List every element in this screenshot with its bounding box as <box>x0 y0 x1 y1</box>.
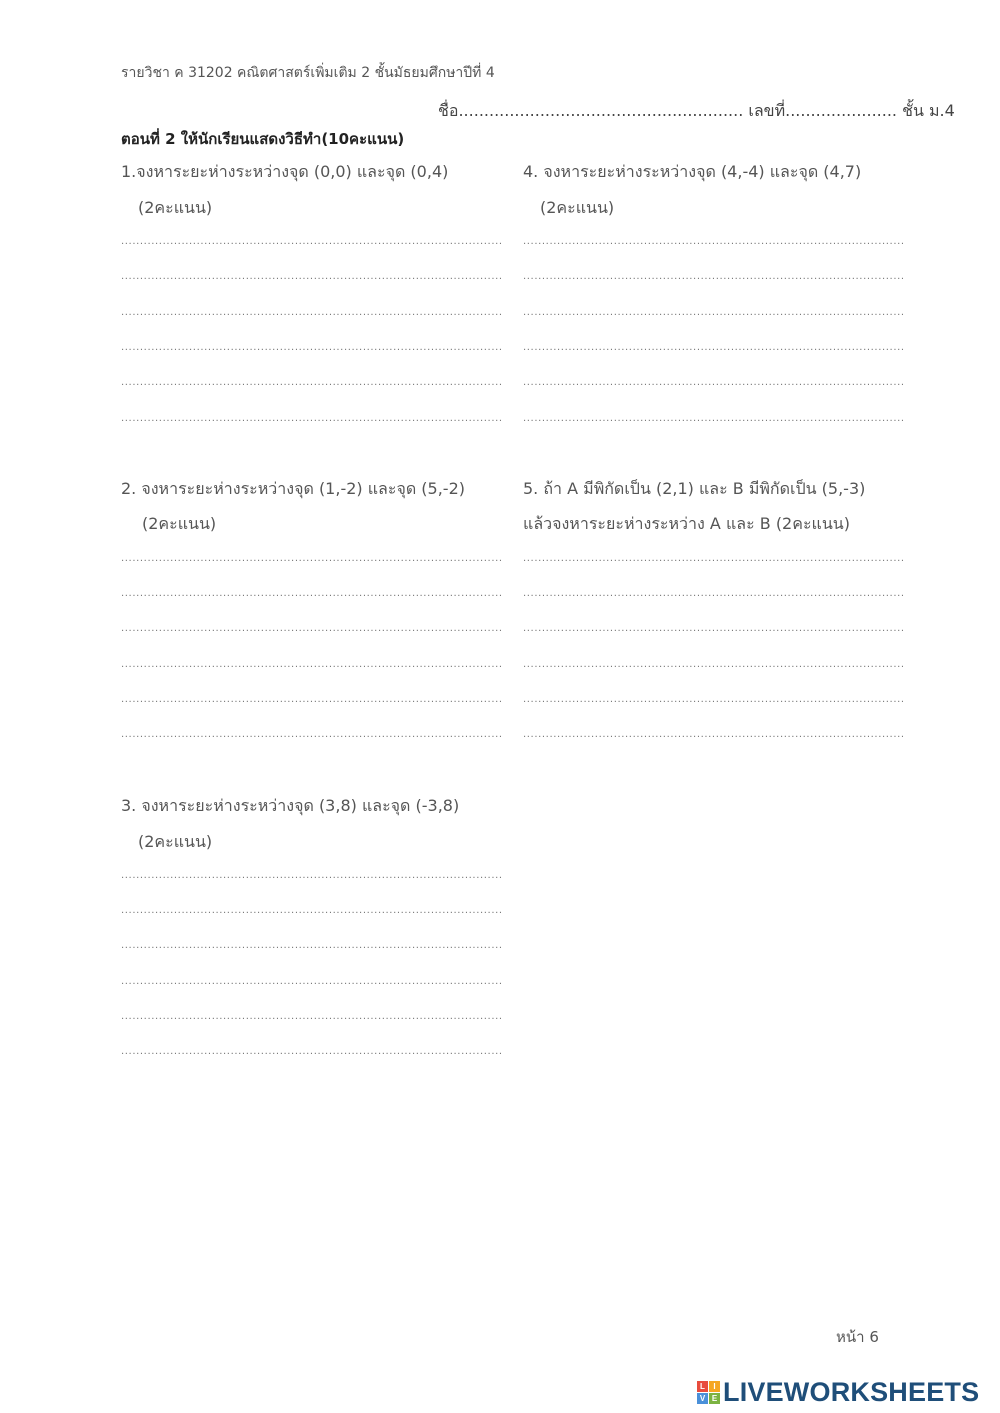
answer-line[interactable]: ..................................................................................................... <box>523 413 905 424</box>
student-info-row: ชื่อ........................................................ เลขที่...................... ชั้น ม.4 <box>438 101 955 120</box>
answer-line[interactable]: ..................................................................................................... <box>121 659 503 670</box>
answer-line[interactable]: ..................................................................................................... <box>121 588 503 599</box>
answer-line[interactable]: ..................................................................................................... <box>121 307 503 318</box>
subject-header: รายวิชา ค 31202 คณิตศาสตร์เพิ่มเติม 2 ชั้นมัธยมศึกษาปีที่ 4 <box>121 65 495 81</box>
answer-line[interactable]: ..................................................................................................... <box>121 976 503 987</box>
logo-cell: I <box>709 1381 720 1392</box>
answer-line[interactable]: ..................................................................................................... <box>121 623 503 634</box>
answer-line[interactable]: ..................................................................................................... <box>121 377 503 388</box>
answer-line[interactable]: ..................................................................................................... <box>523 729 905 740</box>
answer-line[interactable]: ..................................................................................................... <box>523 377 905 388</box>
answer-line[interactable]: ..................................................................................................... <box>121 1011 503 1022</box>
answer-line[interactable]: ..................................................................................................... <box>523 236 905 247</box>
logo-cell: L <box>697 1381 708 1392</box>
answer-line[interactable]: ..................................................................................................... <box>121 729 503 740</box>
answer-line[interactable]: ..................................................................................................... <box>121 413 503 424</box>
logo-cell: E <box>709 1393 720 1404</box>
answer-line[interactable]: ..................................................................................................... <box>121 271 503 282</box>
answer-line[interactable]: ..................................................................................................... <box>523 588 905 599</box>
answer-line[interactable]: ..................................................................................................... <box>121 870 503 881</box>
question-5-text: 5. ถ้า A มีพิกัดเป็น (2,1) และ B มีพิกัดเป็น (5,-3) <box>523 479 866 498</box>
question-2-text: 2. จงหาระยะห่างระหว่างจุด (1,-2) และจุด (5,-2) <box>121 479 465 498</box>
answer-line[interactable]: ..................................................................................................... <box>523 271 905 282</box>
answer-line[interactable]: ..................................................................................................... <box>523 659 905 670</box>
answer-line[interactable]: ..................................................................................................... <box>121 1046 503 1057</box>
answer-line[interactable]: ..................................................................................................... <box>121 236 503 247</box>
question-2-points: (2คะแนน) <box>142 514 217 533</box>
question-3-text: 3. จงหาระยะห่างระหว่างจุด (3,8) และจุด (-3,8) <box>121 796 460 815</box>
answer-line[interactable]: ..................................................................................................... <box>121 342 503 353</box>
answer-line[interactable]: ..................................................................................................... <box>121 553 503 564</box>
question-5-instruction: แล้วจงหาระยะห่างระหว่าง A และ B (2คะแนน) <box>523 514 850 533</box>
logo-text: LIVEWORKSHEETS <box>723 1377 980 1407</box>
question-4-text: 4. จงหาระยะห่างระหว่างจุด (4,-4) และจุด (4,7) <box>523 162 862 181</box>
liveworksheets-logo <box>697 1377 979 1408</box>
answer-line[interactable]: ..................................................................................................... <box>523 342 905 353</box>
logo-cell: V <box>697 1393 708 1404</box>
question-3-points: (2คะแนน) <box>138 832 213 851</box>
question-1-text: 1.จงหาระยะห่างระหว่างจุด (0,0) และจุด (0,4) <box>121 162 449 181</box>
question-4-points: (2คะแนน) <box>540 198 615 217</box>
page-number: หน้า 6 <box>836 1328 879 1346</box>
question-1-points: (2คะแนน) <box>138 198 213 217</box>
answer-line[interactable]: ..................................................................................................... <box>121 694 503 705</box>
logo-icon <box>697 1381 720 1404</box>
answer-line[interactable]: ..................................................................................................... <box>523 623 905 634</box>
answer-line[interactable]: ..................................................................................................... <box>121 940 503 951</box>
answer-line[interactable]: ..................................................................................................... <box>121 905 503 916</box>
answer-line[interactable]: ..................................................................................................... <box>523 553 905 564</box>
section-title: ตอนที่ 2 ให้นักเรียนแสดงวิธีทำ(10คะแนน) <box>121 130 405 148</box>
answer-line[interactable]: ..................................................................................................... <box>523 694 905 705</box>
answer-line[interactable]: ..................................................................................................... <box>523 307 905 318</box>
